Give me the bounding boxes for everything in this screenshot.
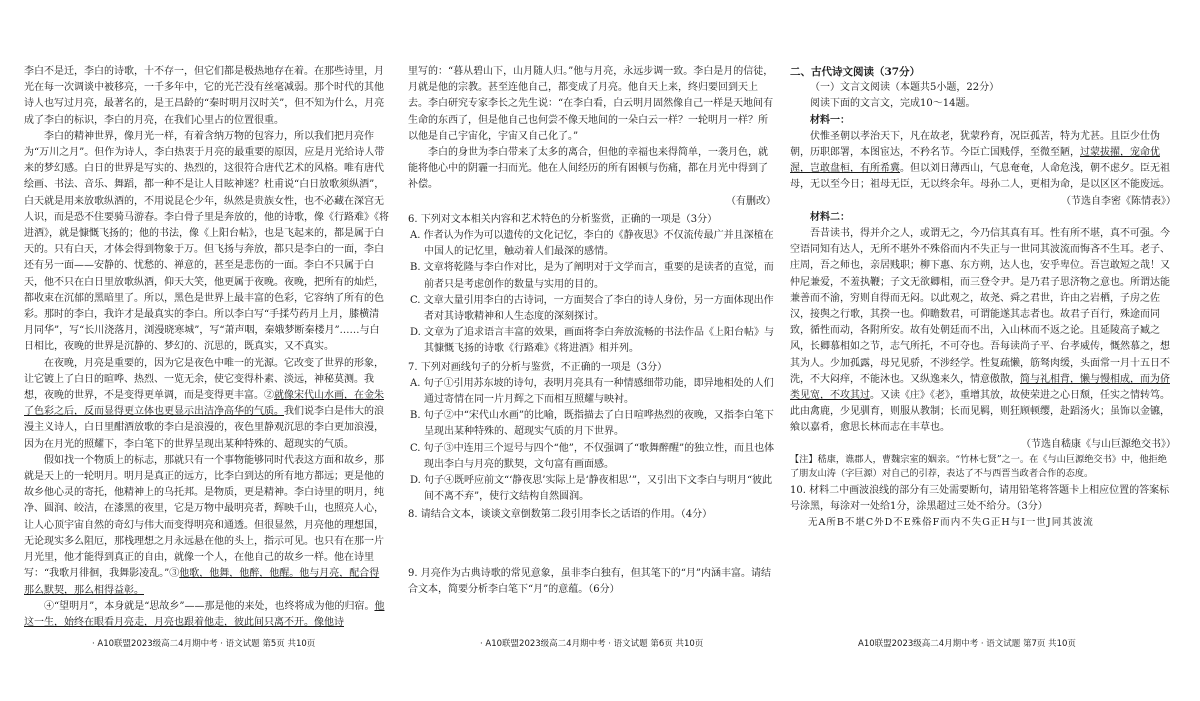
page-footer: · A10联盟2023级高二4月期中考 · 语文试题 第5页 共10页 <box>92 639 316 649</box>
source-note: （节选自嵇康《与山巨源绝交书》） <box>1021 438 1176 450</box>
underlined-passage: 过蒙拔擢，宠命优渥，岂敢盘桓，有所希冀 <box>790 147 1160 175</box>
paragraph: 李白的身世为李白带来了太多的离合，但他的幸福也来得简单，一袭月色，就能将他心中的阴霾一扫而光。他在人间经历的所有困顿与伤痛，都在月光中得到了补偿。 <box>408 147 768 191</box>
material-label: 材料二： <box>810 211 850 223</box>
paragraph: 李白不是迁，李白的诗歌，十不存一，但它们都是极热地存在着。在那些诗里，月光在每一次调谈中被移亮，一千多年中，它的光芒没有丝毫减弱。那个时代的其他诗人也写过月亮，最著名的，是王昌龄的“秦时明月汉时关”，但不知为什么，月亮成了李白的标识，李白的月亮，在我们心里占的位置很重。 <box>24 66 385 126</box>
material-label: 材料一： <box>810 114 850 126</box>
paragraph: ④“望明月”，本身就是“思故乡”——那是他的来处，也终将成为他的归宿。他这一生，始终在眼看月亮走，月亮也跟着他走，彼此间只离不开。像他诗 <box>24 600 385 628</box>
paragraph: 假如找一个物质上的标志，那就只有一个事物能够同时代表这方面和故乡，那就是天上的一轮明月。明月是真正的远方，比李白到达的所有地方都远；更是他的故乡他心灵的寄托，他精神上的乌托邦。是物质，更是精神。李白诗里的明月，纯净、圆润、皎洁，在漆黑的夜里，它是万物中最明亮者，辉映千山，也照亮人心，让人心顶宇宙自然的奇幻与伟大而变得明亮和通透。但很显然，月亮他的理想国，无论现实多么阻厄，那栈理想之月永远悬在他的头上，指示可见。也只有在那一片月光里，他才能得到真正的自由，就像一个人，在他自己的故乡一样。他在诗里写：“我歌月徘徊，我舞影凌乱。”③他歌，他舞，他醉，他醒。他与月亮，配合得那么默契，那么相得益彰。 <box>24 454 384 596</box>
source-note: （有删改） <box>726 195 776 207</box>
option-b: B. 文章将乾隆与李白作对比，是为了阐明对于文学而言，重要的是读者的直觉，而前者只是考虑创作的数量与实用的目的。 <box>410 262 774 290</box>
option-d: D. 句子④既呼应前文“‘静夜思’实际上是‘静夜相思’”，又引出下文李白与明月“彼此间不离不弃”，使行文结构自然圆润。 <box>410 475 773 503</box>
punctuation-choices: 无A所B不堪C外D不E殊俗F而内不失G正H与I一世J同其波流 <box>808 517 1094 529</box>
page-footer: · A10联盟2023级高二4月期中考 · 语文试题 第6页 共10页 <box>480 639 704 649</box>
option-a: A. 句子①引用苏东坡的诗句，表明月亮具有一种情感细带功能，即异地相处的人们通过寄情在同一片月辉之下而相互照耀与映衬。 <box>410 377 774 406</box>
section-heading: 二、古代诗文阅读（37分） <box>790 66 921 78</box>
paragraph: 李白的精神世界，像月光一样，有着含纳万物的包容力，所以我们把月亮作为“万川之月”。但作为诗人，李白热衷于月亮的最重要的原因，应是月光给诗人带来的梦幻感。白日的世界是写实的、热烈的，这很符合唐代艺术的风格。唯有唐代绘画、书法、音乐、舞蹈，都一种不是让人目眩神迷？杜甫说“白日放歌须纵酒”，白天就是用来放歌纵酒的，不用说昆仑少年，纵然是贵族女性，也不必藏在深宫无人识，而是恐不住要骑马游春。李白骨子里是奔放的，他的诗歌，像《行路难》《将进酒》，就是慷慨飞扬的；他的书法，像《上阳台帖》，也是飞起来的，都是属于白天的。只有白天，才体会得到物象于万。但飞扬与奔放，都只是李白的一面，李白还有另一面——安静的、忧愁的、禅意的，甚至是悲伤的一面。李白不只属于白天，他不只在白日里放歌纵酒，仰天大笑，他更属于夜晚。夜晚，把所有的灿烂，都收束在沉郁的黑暗里了。所以，黑色是世界上最丰富的色彩，它容纳了所有的色彩。那时的李白，我许才是最真实的李白。所以李白写“手揉芍药月上月，膝横清月同华”，写“长川浇落月，浏漫晓寒城”，写“萧声咽，秦娥梦断秦楼月”……与白日相比，夜晚的世界是沉静的、梦幻的、沉思的，既真实，又不真实。 <box>24 130 389 353</box>
underlined-sentence-4: 他这一生，始终在眼看月亮走，月亮也跟着他走，彼此间只离不开。像他诗 <box>24 600 385 628</box>
option-c: C. 文章大量引用李白的古诗词，一方面契合了李白的诗人身份，另一方面体现出作者对其诗歌精神和人生态度的深刻探讨。 <box>410 294 774 323</box>
paragraph: 在夜晚，月亮是重要的，因为它是夜色中唯一的光源。它改变了世界的形象，让它镀上了白日的暄哗、热烈、一览无余，使它变得朴素、淡远，神秘莫测。我想，夜晚的世界，不是变得更单调，而是变得更丰富。②就像宋代山水画，在金朱了色彩之后，反而显得更立体也更显示出洁净高华的气质。我们说李白是伟大的浪漫主义诗人，白日里酣酒放歌的李白是浪漫的，夜色里静观沉思的李白更加浪漫，因为在月光的照耀下，李白笔下的世界呈现出某种特殊的、超现实的气质。 <box>24 357 384 450</box>
question-10: 10. 材料二中画波浪线的部分有三处需要断句，请用铅笔将答题卡上相应位置的答案标号涂黑，每涂对一处给1分，涂黑超过三处不给分。（3分） <box>790 484 1170 513</box>
page-6-column <box>408 64 776 634</box>
subsection-heading: （一）文言文阅读（本题共5小题，22分） <box>810 82 1000 94</box>
option-a: A. 作者认为作为可以遗传的文化记忆，李白的《静夜思》不仅流传最广并且深植在中国人的记忆里，触动着人们最深的感情。 <box>410 230 774 258</box>
answer-space <box>408 524 776 564</box>
underlined-sentence-2: 就像宋代山水画，在金朱了色彩之后，反而显得更立体也更显示出洁净高华的气质。 <box>24 390 384 418</box>
annotation-note: 【注】嵇康，谯郡人，曹魏宗室的姻亲。“竹林七贤”之一。在《与山巨源绝交书》中，他拒绝了朋友山涛（字巨源）对自己的引荐，表达了不与西晋当政者合作的态度。 <box>790 453 1167 479</box>
question-8: 8. 请结合文本，谈谈文章倒数第二段引用李长之话语的作用。（4分） <box>408 509 713 521</box>
page-5-column <box>24 64 389 634</box>
material-2-text: 吾昔读书，得并介之人，或谓无之，今乃信其真有耳。性有所不堪，真不可强。今空语同知有达人，无所不堪外不殊俗而内不失正与一世同其波流而悔吝不生耳。老子、庄周，吾之师也，亲居贱职；柳下惠、东方朔，达人也，安乎卑位。吾岂敢短之哉！又仲尼兼爱，不羞执鞭；子文无欲卿相，而三登令尹。是乃君子思济物之意也。所谓达能兼善而不渝，穷则自得而无闷。以此观之，故尧、舜之君世，许由之岩栖，子房之佐汉，接舆之行歌，其揆一也。仰瞻数君，可谓能遂其志者也。故君子百行，殊途而同致，循性而动，各附所安。故有处朝廷而不出，入山林而不返之论。且延陵高子臧之风，长卿慕相如之节，志气所托，不可夺也。吾每读尚子平、台孝威传，慨然慕之，想其为人。少加孤露，母兄见骄，不涉经学。性复疏懒，筋驽肉缓，头面常一月十五日不洗，不大闷痒，不能沐也。又纵逸来久，情意傲散，简与礼相背，懒与慢相成，而为侪类见宽，不攻其过。又读《庄》《老》，重增其放，故使荣进之心日颓，任实之情转笃。此由禽鹿，少见驯育，则服从教制；长而见羁，则狂顾顿缨，赴蹈汤火；虽饰以金镳，飨以嘉肴，愈思长林而志在丰草也。 <box>790 228 1170 434</box>
instruction: 阅读下面的文言文，完成10～14题。 <box>810 98 976 110</box>
paragraph: 里写的：“暮从碧山下，山月随人归。”他与月亮，永远步调一致。李白是月的信徒，月就是他的宗教。甚至连他自己，都变成了月亮。他自天上来，终归要回到天上去。李白研究专家李长之先生说：“在李白看，白云明月固然像自己一样是天地间有生命的东西了，但是他自己也何尝不像天地间的一朵白云一样？一轮明月一样？所以他是自己宇宙化，宇宙又自己化了。” <box>408 66 774 142</box>
option-c: C. 句子③中连用三个逗号与四个“他”，不仅强调了“歌舞醉醒”的独立性，而且也体现出李白与月亮的默契，文句富有画面感。 <box>410 442 775 470</box>
option-b: B. 句子②中“宋代山水画”的比喻，既指描去了白日喧哗热烈的夜晚，又指李白笔下呈现出某种特殊的、超现实气质的月下世界。 <box>410 410 774 438</box>
question-6: 6. 下列对文本相关内容和艺术特色的分析鉴赏，正确的一项是（3分） <box>408 213 718 225</box>
option-d: D. 文章为了追求语言丰富的效果，画面将李白奔放流畅的书法作品《上阳台帖》与其慷慨飞扬的诗歌《行路难》《将进酒》相并列。 <box>410 327 775 355</box>
question-7: 7. 下列对画线句子的分析与鉴赏，不正确的一项是（3分） <box>408 361 668 373</box>
material-1-text: 伏惟圣朝以孝治天下，凡在故老，犹蒙矜育，况臣孤苦，特为尤甚。且臣少仕伪朝，历职郎署，本图宦达，不矜名节。今臣亡国贱俘，至微至陋，过蒙拔擢，宠命优渥，岂敢盘桓，有所希冀。但以刘日薄西山，气息奄奄，人命危浅，朝不虑夕。臣无祖母，无以至今日；祖母无臣，无以终余年。母孙二人，更相为命，是以区区不能废远。 <box>790 130 1170 191</box>
underlined-sentence-3: 他歌，他舞，他醉，他醒。他与月亮，配合得那么默契，那么相得益彰。 <box>24 568 380 596</box>
page-footer: A10联盟2023级高二4月期中考 · 语文试题 第7页 共10页 <box>858 639 1076 649</box>
question-9: 9. 月亮作为古典诗歌的常见意象，虽非李白独有，但其笔下的“月”内涵丰富。请结合文本，简要分析李白笔下“月”的意蕴。（6分） <box>408 567 771 595</box>
underlined-passage: 简与礼相背，懒与慢相成，而为侪类见宽，不攻其过 <box>790 373 1170 402</box>
source-note: （节选自李密《陈情表》） <box>1061 195 1176 207</box>
page-7-column <box>790 64 1176 634</box>
